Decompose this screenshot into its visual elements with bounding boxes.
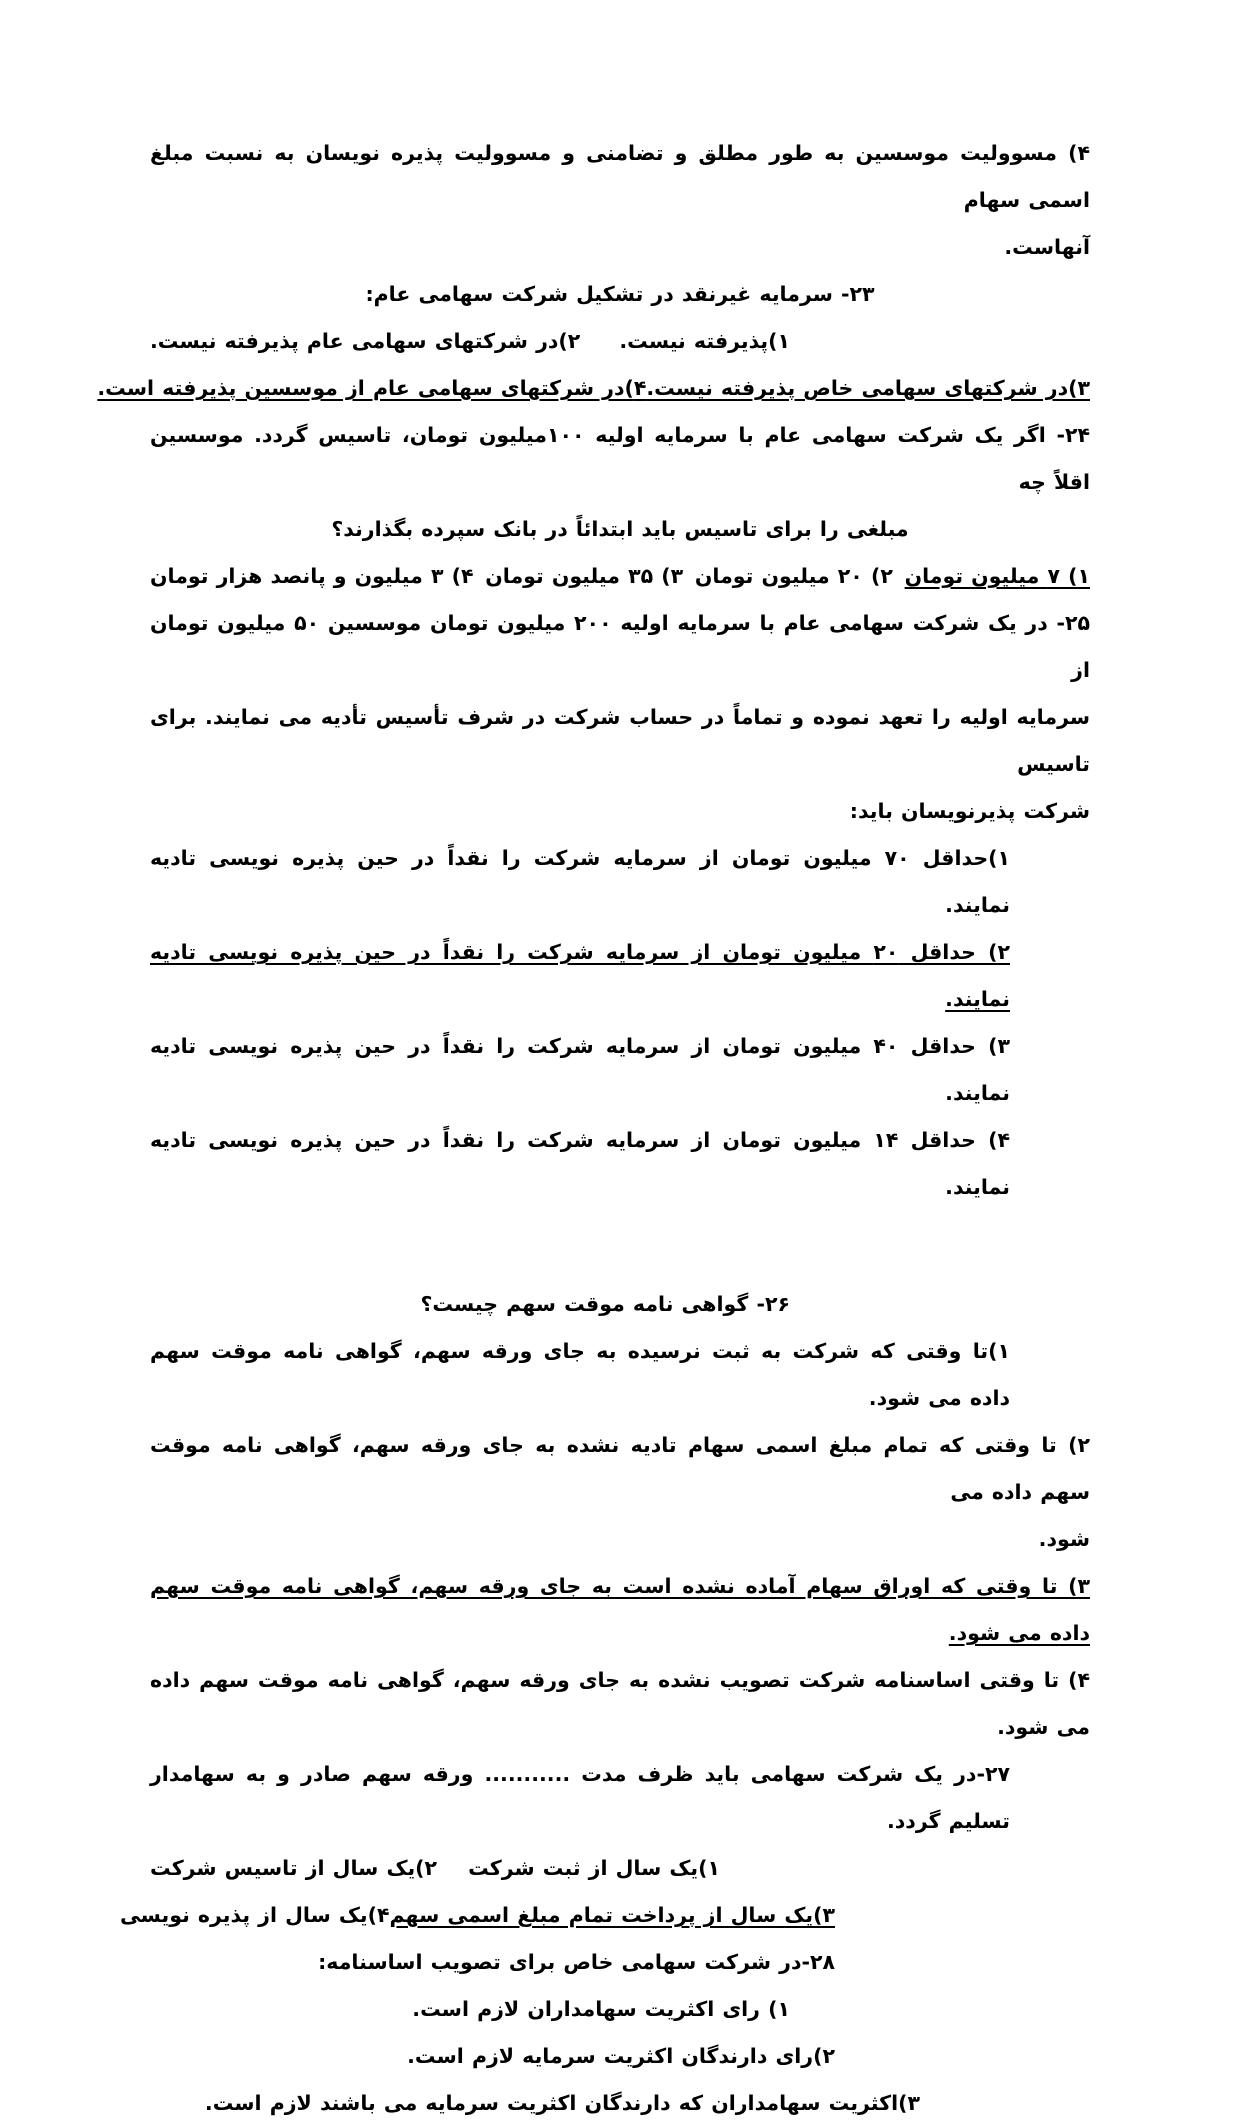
q25-option-4[interactable]: ۴) حداقل ۱۴ میلیون تومان از سرمایه شرکت را نقداً در حین پذیره نویسی تادیه نمایند. [150, 1128, 1010, 1199]
q25-option-3[interactable]: ۳) حداقل ۴۰ میلیون تومان از سرمایه شرکت را نقداً در حین پذیره نویسی تادیه نمایند. [150, 1034, 1010, 1105]
q22-option-4-line-1: ۴) مسوولیت موسسین به طور مطلق و تضامنی و مسوولیت پذیره نویسان به نسبت مبلغ اسمی سهام [150, 141, 1090, 212]
q27-option-3[interactable]: ۳)یک سال از پرداخت تمام مبلغ اسمی سهم [389, 1903, 835, 1927]
question-28-stem: ۲۸-در شرکت سهامی خاص برای تصویب اساسنامه: [318, 1950, 835, 1974]
question-25-stem-line-2: سرمایه اولیه را تعهد نموده و تماماً در حساب شرکت در شرف تأسیس تأدیه می نمایند. برای تاسیس [150, 705, 1090, 776]
document-body [97, 130, 1090, 2127]
q23-option-2[interactable]: ۲)در شرکتهای سهامی عام پذیرفته نیست. [150, 329, 581, 353]
q25-option-1[interactable]: ۱)حداقل ۷۰ میلیون تومان از سرمایه شرکت را نقداً در حین پذیره نویسی تادیه نمایند. [150, 846, 1010, 917]
q24-option-1[interactable]: ۱) ۷ میلیون تومان [904, 564, 1090, 588]
q24-option-3[interactable]: ۳) ۳۵ میلیون تومان [485, 564, 684, 588]
question-24-stem-line-1: ۲۴- اگر یک شرکت سهامی عام با سرمایه اولیه ۱۰۰میلیون تومان، تاسیس گردد. موسسین اقلاً چه [150, 423, 1090, 494]
q23-option-4[interactable]: ۴)در شرکتهای سهامی عام از موسسین پذیرفته است. [97, 376, 647, 400]
q26-option-3-text: ۳) تا وقتی که اوراق سهام آماده نشده است به جای ورقه سهم، گواهی نامه موقت سهم داده می شود. [150, 1574, 1090, 1645]
q26-option-2-line-1[interactable]: ۲) تا وقتی که تمام مبلغ اسمی سهام تادیه نشده به جای ورقه سهم، گواهی نامه موقت سهم داده می [150, 1433, 1090, 1504]
q24-option-2[interactable]: ۲) ۲۰ میلیون تومان [694, 564, 893, 588]
question-23-options-row-1 [150, 318, 1090, 365]
q27-option-4[interactable]: ۴)یک سال از پذیره نویسی [119, 1903, 390, 1927]
q27-option-2[interactable]: ۲)یک سال از تاسیس شرکت [150, 1856, 438, 1880]
question-23-options-row-2 [97, 365, 1090, 412]
question-25-stem-line-1: ۲۵- در یک شرکت سهامی عام با سرمایه اولیه ۲۰۰ میلیون تومان موسسین ۵۰ میلیون تومان از [150, 611, 1090, 682]
q26-option-4[interactable]: ۴) تا وقتی اساسنامه شرکت تصویب نشده به جای ورقه سهم، گواهی نامه موقت سهم داده می شود. [150, 1668, 1090, 1739]
q23-option-1[interactable]: ۱)پذیرفته نیست. [619, 329, 790, 353]
q26-option-1[interactable]: ۱)تا وقتی که شرکت به ثبت نرسیده به جای ورقه سهم، گواهی نامه موقت سهم داده می شود. [150, 1339, 1010, 1410]
question-27-options-row-2 [119, 1892, 1090, 1939]
section-spacer [150, 1211, 1090, 1281]
question-24-options-row [150, 553, 1090, 600]
q23-option-3[interactable]: ۳)در شرکتهای سهامی خاص پذیرفته نیست. [646, 376, 1090, 400]
q26-option-3[interactable] [150, 1563, 1090, 1657]
question-26-stem: ۲۶- گواهی نامه موقت سهم چیست؟ [420, 1292, 790, 1316]
q25-option-2[interactable] [150, 929, 1090, 1023]
q22-option-4-line-2: آنهاست. [1004, 235, 1090, 259]
q27-option-1[interactable]: ۱)یک سال از ثبت شرکت [468, 1856, 720, 1880]
question-23-stem: ۲۳- سرمایه غیرنقد در تشکیل شرکت سهامی عام: [365, 282, 875, 306]
q28-option-1[interactable]: ۱) رای اکثریت سهامداران لازم است. [412, 1997, 790, 2021]
question-24-stem-line-2: مبلغی را برای تاسیس باید ابتدائاً در بانک سپرده بگذارند؟ [331, 517, 909, 541]
q24-option-4[interactable]: ۴) ۳ میلیون و پانصد هزار تومان [150, 564, 474, 588]
q28-option-3[interactable]: ۳)اکثریت سهامداران که دارندگان اکثریت سرمایه می باشند لازم است. [204, 2091, 920, 2115]
q28-option-2[interactable]: ۲)رای دارندگان اکثریت سرمایه لازم است. [407, 2044, 835, 2068]
q26-option-2-line-2: شود. [1038, 1527, 1090, 1551]
question-27-stem: ۲۷-در یک شرکت سهامی باید ظرف مدت ........... ورقه سهم صادر و به سهامدار تسلیم گردد. [150, 1762, 1010, 1833]
question-27-options-row-1 [150, 1845, 1090, 1892]
question-25-stem-line-3: شرکت پذیرنویسان باید: [849, 799, 1090, 823]
q25-option-2-text: ۲) حداقل ۲۰ میلیون تومان از سرمایه شرکت را نقداً در حین پذیره نویسی تادیه نمایند. [150, 940, 1010, 1011]
